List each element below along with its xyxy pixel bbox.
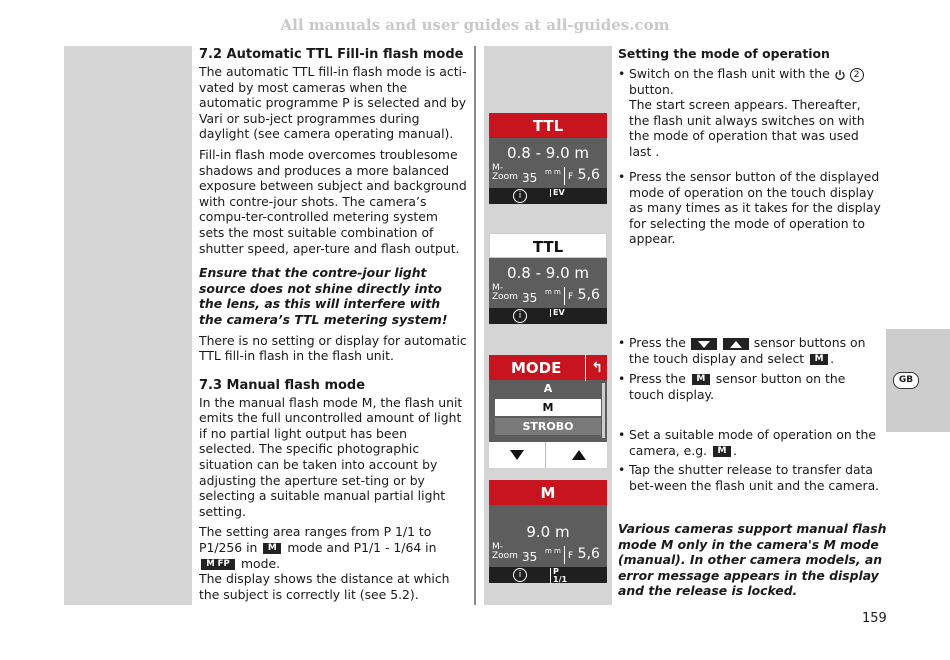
left-margin-band [64,46,192,605]
bullet-press-m: • Press the M sensor button on the touch display. [618,371,882,402]
mode-header: MODE ↰ [489,355,607,380]
mode-option-m: M [495,399,601,416]
callout-number: 2 [850,68,864,82]
zoom-label: M- Zoom [492,163,518,182]
display-ttl-white [489,233,607,324]
bullet-camera-mode: • Set a suitable mode of operation on the camera, e.g. M . [618,427,882,458]
m-fp-mode-icon [201,559,235,570]
paragraph: In the manual flash mode M, the flash unit emits the full uncontrolled amount of light if no partial light output has been selected. The specific photographic situation can be taken into account by adjusting the aperture set-ting or by selecting a suitable manual partial light setting. [199,394,463,519]
m-mode-icon [263,543,281,554]
partial-light-label: P 1/1 [550,568,567,584]
gb-badge: GB [893,372,919,389]
text-column-right [618,46,884,66]
zoom-unit: m m [545,288,561,296]
page-number: 159 [862,611,887,626]
bullet-press-sensor: • Press the sensor button of the displayed mode of operation on the touch display as many times as it takes for the display for selecting the mode of operation to appear. [618,169,882,247]
bullet-switch-on: • Switch on the flash unit with the 2 button. The start screen appears. Thereafter, the flash unit always switches on with the mode of operation that was used last . [618,66,882,160]
display-header: TTL [489,233,607,258]
display-bottom-bar [489,308,607,324]
info-icon: i [513,189,527,203]
display-header: M [489,480,607,505]
aperture-value: F 5,6 [564,546,600,564]
watermark: All manuals and user guides at all-guides.com [280,16,670,34]
display-range: 9.0 m [526,523,570,541]
m-mode-icon [810,354,828,365]
zoom-label: M- Zoom [492,283,518,302]
display-range: 0.8 - 9.0 m [506,264,590,282]
paragraph: The display shows the distance at which the subject is correctly lit (see 5.2). [199,571,450,602]
up-arrow-icon [551,442,607,468]
zoom-unit: m m [545,547,561,555]
bullet-shutter: • Tap the shutter release to transfer data bet-ween the flash unit and the camera. [618,462,882,493]
paragraph: There is no setting or display for automatic TTL fill-in flash in the flash unit. [199,332,467,364]
m-mode-icon [692,374,710,385]
zoom-value: 35 [522,550,538,564]
back-icon: ↰ [585,355,603,381]
down-arrow-icon [489,442,546,468]
bullet-select-m: • Press the sensor buttons on the touch display and select M . [618,335,882,366]
warning-note: Ensure that the contre-jour light source does not shine directly into the lens, as this will interfere with the camera’s TTL metering system! [199,265,448,327]
text-column-left [199,46,467,607]
camera-note: Various cameras support manual flash mode M only in the camera's M mode (manual). In other camera models, an error message appears in the display and the release is locked. [618,521,887,599]
scrollbar [602,383,605,438]
ev-label: EV [550,189,565,197]
mode-option-a: A [543,382,553,395]
down-button-icon [691,338,717,350]
zoom-row [489,164,607,188]
paragraph: Fill-in flash mode overcomes troublesome shadows and produces a more balanced exposure between subject and background with contre-jour shots. The camera’s compu-ter-controlled metering system sets the most suitable combination of shutter speed, aper-ture and flash output. [199,146,467,256]
display-bottom-bar [489,567,607,583]
mode-option-strobo: STROBO [495,418,601,435]
display-header: TTL [489,113,607,138]
column-divider [474,46,476,605]
section-heading-7-2: 7.2 Automatic TTL Fill-in flash mode [199,47,464,62]
zoom-row [489,543,607,567]
zoom-row [489,284,607,308]
aperture-value: F 5,6 [564,287,600,305]
display-m-mode [489,480,607,583]
display-range: 0.8 - 9.0 m [506,144,590,162]
paragraph: The automatic TTL fill-in flash mode is acti-vated by most cameras when the automatic programme P is selected and by Vari or sub-ject programmes during daylight (see camera operating manual). [199,64,467,142]
section-heading-7-3: 7.3 Manual flash mode [199,377,366,393]
up-button-icon [723,338,749,350]
display-mode-select [489,355,607,468]
arrow-buttons [489,442,607,468]
paragraph-setting-range: The setting area ranges from P 1/1 to P1/256 in M mode and P1/1 - 1/64 in M FP mode. [199,524,467,571]
display-bottom-bar [489,188,607,204]
power-icon [834,69,846,81]
zoom-value: 35 [522,171,538,185]
ev-label: EV [550,309,565,317]
display-ttl-red [489,113,607,204]
zoom-unit: m m [545,168,561,176]
info-icon: i [513,309,527,323]
info-icon: i [513,568,527,582]
zoom-value: 35 [522,291,538,305]
aperture-value: F 5,6 [564,167,600,185]
zoom-label: M- Zoom [492,542,518,561]
heading-setting-mode: Setting the mode of operation [618,46,830,61]
m-mode-icon [713,446,731,457]
